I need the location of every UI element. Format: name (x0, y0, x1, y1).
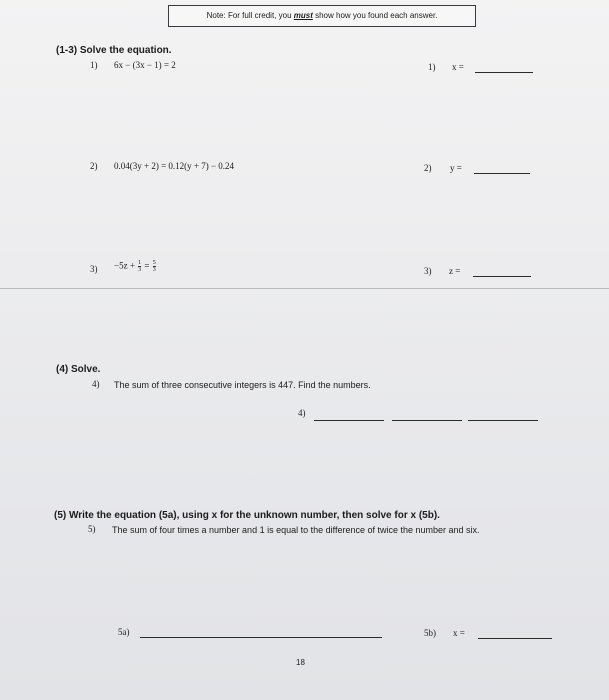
answer-1-line[interactable] (475, 72, 533, 73)
answer-3-variable: z = (449, 266, 461, 276)
question-3-number: 3) (90, 264, 98, 274)
paper-fold (0, 288, 609, 289)
answer-5b-variable: x = (453, 628, 465, 638)
q3-left-side: −5z + (114, 260, 135, 271)
answer-1-label: 1) (428, 62, 436, 72)
section-heading-1-3: (1-3) Solve the equation. (56, 45, 172, 56)
section-heading-4: (4) Solve. (56, 364, 101, 375)
q3-fraction-2 (153, 260, 156, 273)
note-emphasis: must (293, 11, 313, 20)
answer-5b-label: 5b) (424, 628, 436, 638)
answer-3-line[interactable] (473, 276, 531, 277)
answer-2-label: 2) (424, 163, 432, 173)
question-1-number: 1) (90, 60, 98, 70)
answer-5a-line[interactable] (140, 637, 382, 638)
question-5-text: The sum of four times a number and 1 is equal to the difference of twice the number and six. (112, 525, 480, 535)
q3-fraction-1 (138, 260, 141, 273)
question-5-number: 5) (88, 524, 96, 534)
q3-frac1-denominator: 3 (138, 267, 142, 273)
question-2-number: 2) (90, 161, 98, 171)
answer-2-variable: y = (450, 163, 462, 173)
answer-4-line-3[interactable] (468, 420, 538, 421)
question-3-equation (114, 260, 157, 273)
note-text-end: show how you found each answer. (312, 11, 438, 20)
answer-3-label: 3) (424, 266, 432, 276)
answer-5a-label: 5a) (118, 627, 130, 637)
q3-equals: = (144, 260, 150, 271)
q3-frac2-denominator: 3 (152, 267, 156, 273)
answer-1-variable: x = (452, 62, 464, 72)
section-heading-5: (5) Write the equation (5a), using x for the unknown number, then solve for x (5b). (54, 510, 440, 521)
q3-frac1-numerator: 1 (138, 260, 142, 266)
answer-4-label: 4) (298, 408, 306, 418)
page-number: 18 (296, 658, 305, 667)
question-2-equation: 0.04(3y + 2) = 0.12(y + 7) − 0.24 (114, 161, 235, 171)
instruction-note (168, 5, 476, 27)
question-4-number: 4) (92, 379, 100, 389)
note-text-start: Note: For full credit, you (206, 11, 294, 20)
answer-4-line-1[interactable] (314, 420, 384, 421)
answer-4-line-2[interactable] (392, 420, 462, 421)
answer-2-line[interactable] (474, 173, 530, 174)
q3-frac2-numerator: 5 (152, 260, 156, 266)
question-1-equation: 6x − (3x − 1) = 2 (114, 60, 176, 70)
question-4-text: The sum of three consecutive integers is 447. Find the numbers. (114, 380, 371, 390)
answer-5b-line[interactable] (478, 638, 552, 639)
